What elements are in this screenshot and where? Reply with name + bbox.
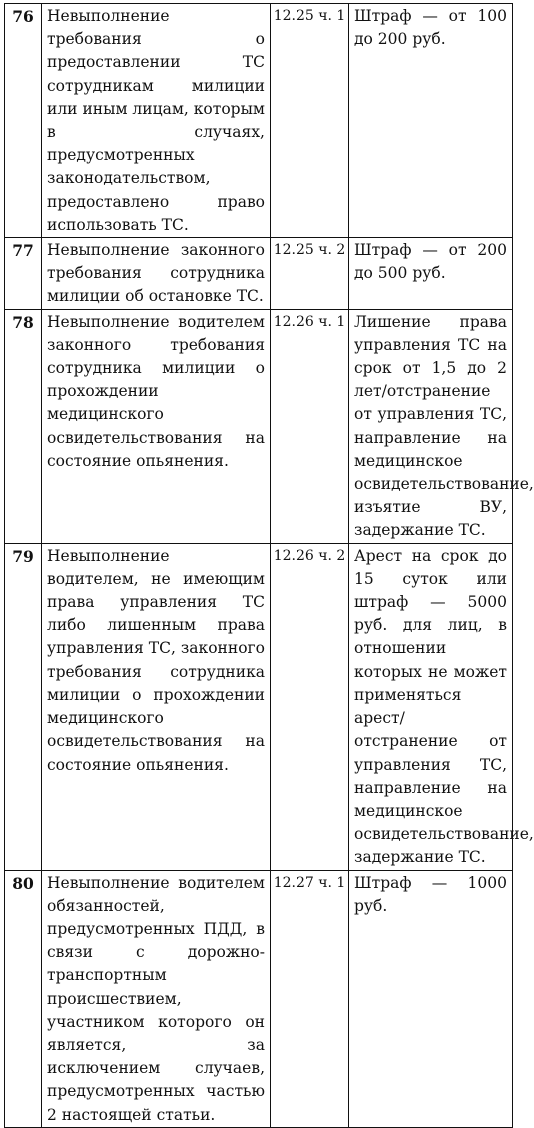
row-number: 79 (5, 543, 42, 870)
code-article: 12.25 ч. 2 (271, 238, 349, 310)
table-row (5, 309, 513, 543)
table-row (5, 238, 513, 310)
table-row (5, 543, 513, 870)
table-row (5, 4, 513, 238)
violation-description: Невыполнение законного требования сотрудника милиции об остановке ТС. (42, 238, 271, 310)
row-number: 76 (5, 4, 42, 238)
row-number: 78 (5, 309, 42, 543)
violation-description: Невыполнение водителем обязанностей, предусмотренных ПДД, в связи с дорожно-транспортным происшествием, участником которого он является, за исключением случаев, предусмотренных частью 2 настоящей статьи. (42, 870, 271, 1127)
violation-description: Невыполнение водителем, не имеющим права управления ТС либо лишенным права управления ТС, законного требования сотрудника милиции о прохождении медицинского освидетельствования на состояние опьянения. (42, 543, 271, 870)
violation-description: Невыполнение требования о предоставлении ТС сотрудникам милиции или иным лицам, которым в случаях, предусмотренных законодательством, предоставлено право использовать ТС. (42, 4, 271, 238)
violations-table (4, 3, 534, 1128)
row-number: 80 (5, 870, 42, 1127)
code-article: 12.27 ч. 1 (271, 870, 349, 1127)
code-article: 12.25 ч. 1 (271, 4, 349, 238)
penalty: Штраф — от 100 до 200 руб. (349, 4, 513, 238)
violation-description: Невыполнение водителем законного требования сотрудника милиции о прохождении медицинского освидетельствования на состояние опьянения. (42, 309, 271, 543)
row-number: 77 (5, 238, 42, 310)
penalty: Лишение права управления ТС на срок от 1,5 до 2 лет/отстранение от управления ТС, направление на медицинское освидетельствование, изъятие ВУ, задержание ТС. (349, 309, 513, 543)
penalty: Арест на срок до 15 суток или штраф — 5000 руб. для лиц, в отношении которых не может применяться арест/отстранение от управления ТС, направление на медицинское освидетельствование, задержание ТС. (349, 543, 513, 870)
penalty: Штраф — 1000 руб. (349, 870, 513, 1127)
penalty: Штраф — от 200 до 500 руб. (349, 238, 513, 310)
table-row (5, 870, 513, 1127)
code-article: 12.26 ч. 1 (271, 309, 349, 543)
code-article: 12.26 ч. 2 (271, 543, 349, 870)
